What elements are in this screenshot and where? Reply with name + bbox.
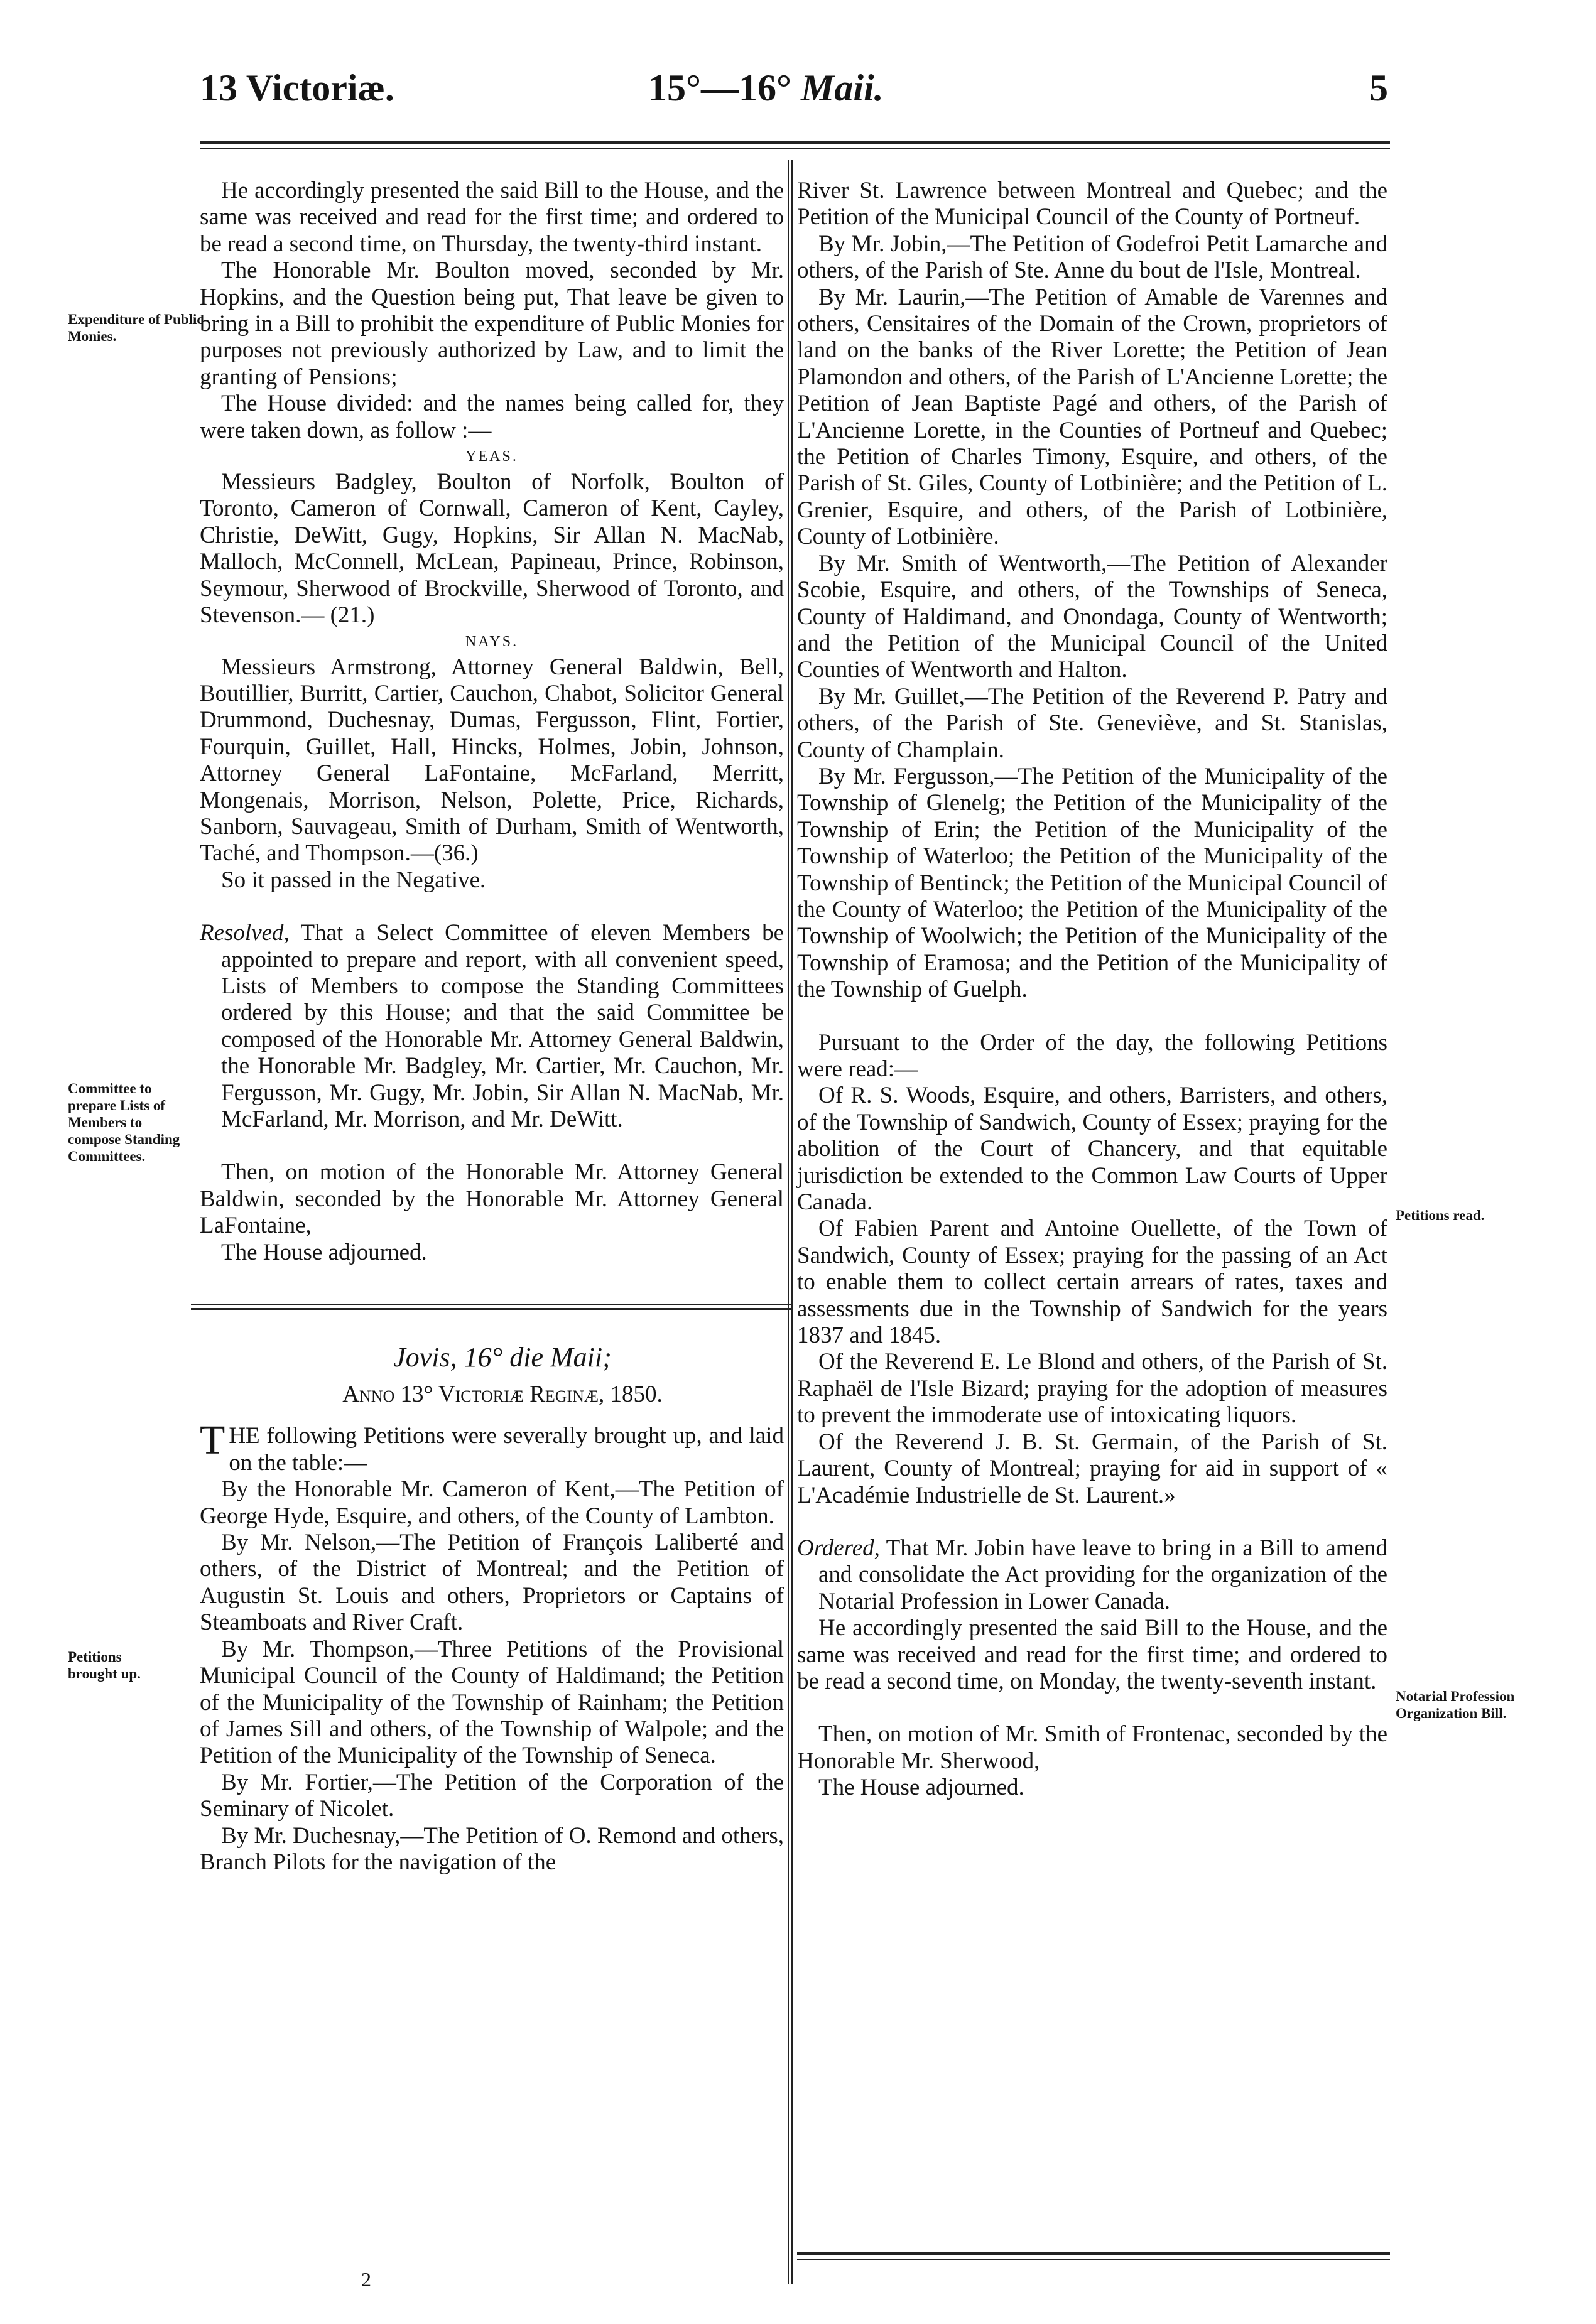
bill-presented-paragraph: He accordingly presented the said Bill to the House, and the same was received and read for the first time; and ordered to be read a second time, on Thursday, the twenty-third instant. xyxy=(200,178,784,257)
ordered-paragraph xyxy=(797,1535,1387,1615)
petitions-intro-paragraph xyxy=(200,1417,784,1476)
petition-read-st-germain: Of the Reverend J. B. St. Germain, of the Parish of St. Laurent, County of Montreal; praying for aid in support of « L'Académie Industrielle de St. Laurent.» xyxy=(797,1429,1387,1508)
page-number: 5 xyxy=(1369,67,1388,109)
resolved-label: Resolved, xyxy=(200,920,290,946)
petition-fortier: By Mr. Fortier,—The Petition of the Corporation of the Seminary of Nicolet. xyxy=(200,1769,784,1822)
resolved-paragraph xyxy=(200,920,784,1133)
house-adjourned-right: The House adjourned. xyxy=(818,1775,1024,1801)
order-of-day-paragraph: Pursuant to the Order of the day, the following Petitions were read:— xyxy=(797,1029,1387,1082)
petition-thompson: By Mr. Thompson,—Three Petitions of the Provisional Municipal Council of the County of Haldimand; the Petition of the Municipality of the Township of Rainham; the Petition of James Sill and others, of the Township of Walpole; and the Petition of the Municipality of the Township of Seneca. xyxy=(200,1636,784,1769)
house-divided-paragraph: The House divided: and the names being called for, they were taken down, as follow :— xyxy=(200,391,784,443)
left-column xyxy=(200,178,784,1876)
date-heading: Jovis, 16° die Maii; xyxy=(393,1342,612,1373)
petition-jobin: By Mr. Jobin,—The Petition of Godefroi Petit Lamarche and others, of the Parish of Ste. Anne du bout de l'Isle, Montreal. xyxy=(797,230,1387,284)
petition-nelson: By Mr. Nelson,—The Petition of François Laliberté and others, of the District of Montreal; and the Petition of Augustin St. Louis and others, Proprietors or Captains of Steamboats and River Craft. xyxy=(200,1530,784,1636)
yeas-heading: YEAS. xyxy=(465,448,518,465)
footer-rule-thin xyxy=(797,2259,1390,2260)
running-head-day-range: 15°—16° xyxy=(648,67,791,109)
petition-read-woods: Of R. S. Woods, Esquire, and others, Barristers, and others, of the Township of Sandwich, County of Essex; praying for the abolition of the Court of Chancery, and that equitable jurisdiction be extended to the Common Law Courts of Upper Canada. xyxy=(797,1083,1387,1216)
notarial-bill-presented: He accordingly presented the said Bill to the House, and the same was received and read for the first time; and ordered to be read a second time, on Monday, the twenty-seventh instant. xyxy=(797,1615,1387,1694)
petition-read-parent: Of Fabien Parent and Antoine Ouellette, of the Town of Sandwich, County of Essex; praying for the passing of an Act to enable them to collect certain arrears of rates, taxes and assessments due in the Township of Sandwich for the years 1837 and 1845. xyxy=(797,1216,1387,1349)
running-head-regnal-year: 13 Victoriæ. xyxy=(200,67,394,109)
nays-heading: NAYS. xyxy=(465,633,519,650)
resolved-text: That a Select Committee of eleven Members be appointed to prepare and report, with all convenient speed, Lists of Members to compose the Standing Committees ordered by this House; and that the said Committee be composed of the Honorable Mr. Attorney General Baldwin, the Honorable Mr. Badgley, Mr. Cartier, Mr. Cauchon, Mr. Fergusson, Mr. Gugy, Mr. Jobin, Sir Allan N. MacNab, Mr. McFarland, Mr. Morrison, and Mr. DeWitt. xyxy=(221,920,784,1132)
house-adjourned-left: The House adjourned. xyxy=(221,1239,427,1265)
footer-rule-thick xyxy=(797,2252,1390,2255)
petition-cameron: By the Honorable Mr. Cameron of Kent,—The Petition of George Hyde, Esquire, and others, of the County of Lambton. xyxy=(200,1476,784,1529)
drop-cap: T xyxy=(200,1417,225,1464)
running-head-dates xyxy=(648,66,884,110)
petition-fergusson: By Mr. Fergusson,—The Petition of the Municipality of the Township of Glenelg; the Petition of the Municipality of the Township of Erin; the Petition of the Municipality of the Township of Waterloo; the Petition of the Municipality of the Township of Bentinck; the Petition of the Municipal Council of the County of Waterloo; the Petition of the Municipality of the Township of Woolwich; the Petition of the Municipality of the Township of Eramosa; and the Petition of the Municipality of the Township of Guelph. xyxy=(797,763,1387,1003)
petitions-intro-text: HE following Petitions were severally brought up, and laid on the table:— xyxy=(229,1423,784,1476)
margin-note-notarial-bill: Notarial Profession Organization Bill. xyxy=(1396,1689,1515,1721)
header-rule-thin xyxy=(200,148,1390,149)
margin-note-petitions-read: Petitions read. xyxy=(1396,1208,1485,1223)
right-column xyxy=(797,178,1387,1802)
negative-result: So it passed in the Negative. xyxy=(221,867,486,893)
ordered-label: Ordered, xyxy=(797,1535,880,1561)
motion-adjourn-right: Then, on motion of Mr. Smith of Frontenac, seconded by the Honorable Mr. Sherwood, xyxy=(797,1721,1387,1774)
petition-smith-wentworth: By Mr. Smith of Wentworth,—The Petition of Alexander Scobie, Esquire, and others, of the Townships of Seneca, County of Haldimand, and Onondaga, County of Wentworth; and the Petition of the Municipal Council of the United Counties of Wentworth and Halton. xyxy=(797,550,1387,683)
petition-duchesnay-continued: River St. Lawrence between Montreal and Quebec; and the Petition of the Municipal Council of the County of Portneuf. xyxy=(797,178,1387,230)
column-divider-left xyxy=(788,160,789,2284)
column-divider-right xyxy=(791,160,793,2284)
motion-adjourn-paragraph: Then, on motion of the Honorable Mr. Attorney General Baldwin, seconded by the Honorable Mr. Attorney General LaFontaine, xyxy=(200,1159,784,1239)
margin-note-committee: Committee to prepare Lists of Members to compose Standing Committees. xyxy=(68,1081,180,1164)
running-head-month: Maii. xyxy=(801,67,884,109)
petition-laurin: By Mr. Laurin,—The Petition of Amable de Varennes and others, Censitaires of the Domain of the Crown, proprietors of land on the banks of the River Lorette; the Petition of Jean Plamondon and others, of the Parish of L'Ancienne Lorette; the Petition of Jean Baptiste Pagé and others, of the Parish of L'Ancienne Lorette, in the Counties of Portneuf and Quebec; the Petition of Charles Timony, Esquire, and others, of the Parish of St. Giles, County of Lotbinière; and the Petition of L. Grenier, Esquire, and others, of the Parish of Lotbinière, County of Lotbinière. xyxy=(797,284,1387,550)
nays-list: Messieurs Armstrong, Attorney General Baldwin, Bell, Boutillier, Burritt, Cartier, Cauchon, Chabot, Solicitor General Drummond, Duchesnay, Dumas, Fergusson, Flint, Fortier, Fourquin, Guillet, Hall, Hincks, Holmes, Jobin, Johnson, Attorney General LaFontaine, McFarland, Merritt, Mongenais, Morrison, Nelson, Polette, Price, Richards, Sanborn, Sauvageau, Smith of Durham, Smith of Wentworth, Taché, and Thompson.—(36.) xyxy=(200,654,784,867)
margin-note-expenditure: Expenditure of Public Monies. xyxy=(68,311,204,344)
ordered-text: That Mr. Jobin have leave to bring in a Bill to amend and consolidate the Act providing for the organization of the Notarial Profession in Lower Canada. xyxy=(818,1535,1387,1614)
petition-duchesnay: By Mr. Duchesnay,—The Petition of O. Remond and others, Branch Pilots for the navigation of the xyxy=(200,1822,784,1875)
boulton-motion-paragraph: The Honorable Mr. Boulton moved, seconded by Mr. Hopkins, and the Question being put, That leave be given to bring in a Bill to prohibit the expenditure of Public Monies for purposes not previously authorized by Law, and to limit the granting of Pensions; xyxy=(200,257,784,390)
yeas-list: Messieurs Badgley, Boulton of Norfolk, Boulton of Toronto, Cameron of Cornwall, Cameron of Kent, Cayley, Christie, DeWitt, Gugy, Hopkins, Sir Allan N. MacNab, Malloch, McConnell, McLean, Papineau, Prince, Robinson, Seymour, Sherwood of Brockville, Sherwood of Toronto, and Stevenson.— (21.) xyxy=(200,469,784,629)
petition-read-le-blond: Of the Reverend E. Le Blond and others, of the Parish of St. Raphaël de l'Isle Bizard; praying for the adoption of measures to prevent the immoderate use of intoxicating liquors. xyxy=(797,1349,1387,1429)
petition-guillet: By Mr. Guillet,—The Petition of the Reverend P. Patry and others, of the Parish of Ste. Geneviève, and St. Stanislas, County of Champlain. xyxy=(797,683,1387,763)
margin-note-petitions-brought: Petitions brought up. xyxy=(68,1649,141,1682)
header-rule-thick xyxy=(200,141,1390,144)
regnal-year-line: Anno 13° Victoriæ Reginæ, 1850. xyxy=(342,1381,663,1408)
day-separator-rule xyxy=(191,1304,793,1310)
signature-folio: 2 xyxy=(361,2268,371,2291)
